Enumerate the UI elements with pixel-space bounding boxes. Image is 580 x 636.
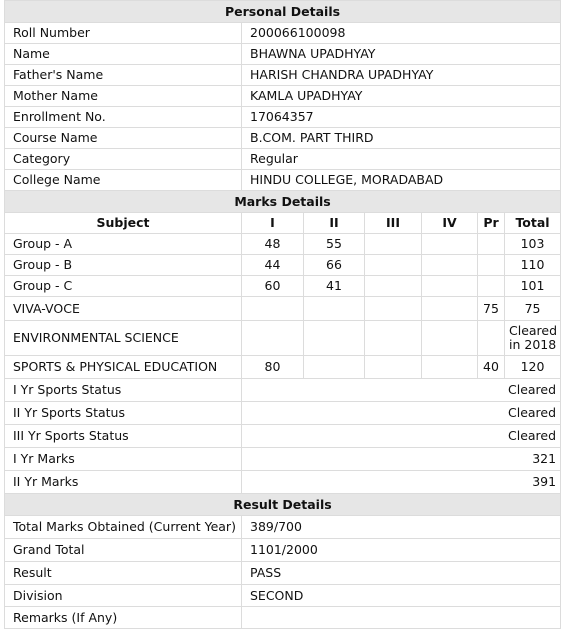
- enrollment-value: 17064357: [242, 107, 561, 128]
- result-row-division: [5, 585, 561, 607]
- table-row: [5, 356, 561, 379]
- status-row: [5, 379, 561, 402]
- ii-yr-sports-value: Cleared: [242, 402, 561, 425]
- subject-cell: Group - A: [5, 234, 242, 255]
- result-row-remarks: [5, 607, 561, 629]
- mark-iv-cell: [422, 356, 478, 379]
- remarks-label: Remarks (If Any): [5, 607, 242, 629]
- mark-i-cell: [242, 321, 304, 356]
- mark-total-cell: 103: [505, 234, 561, 255]
- result-label: Result: [5, 562, 242, 585]
- mark-pr-cell: [478, 276, 505, 297]
- marks-details-heading: Marks Details: [5, 191, 561, 213]
- college-label: College Name: [5, 170, 242, 191]
- subject-cell: ENVIRONMENTAL SCIENCE: [5, 321, 242, 356]
- mark-pr-cell: [478, 321, 505, 356]
- col-i: I: [242, 213, 304, 234]
- total-marks-value: 389/700: [242, 516, 561, 539]
- mother-name-value: KAMLA UPADHYAY: [242, 86, 561, 107]
- subject-cell: SPORTS & PHYSICAL EDUCATION: [5, 356, 242, 379]
- mark-iii-cell: [365, 255, 422, 276]
- col-total: Total: [505, 213, 561, 234]
- status-row: [5, 448, 561, 471]
- table-row: [5, 276, 561, 297]
- ii-yr-sports-label: II Yr Sports Status: [5, 402, 242, 425]
- mark-total-cell: [505, 321, 561, 356]
- result-details-heading: Result Details: [5, 494, 561, 516]
- mark-iii-cell: [365, 234, 422, 255]
- result-value: PASS: [242, 562, 561, 585]
- mark-total-cell: 75: [505, 297, 561, 321]
- col-iv: IV: [422, 213, 478, 234]
- ii-yr-marks-value: 391: [242, 471, 561, 494]
- result-row-grand-total: [5, 539, 561, 562]
- subject-cell: VIVA-VOCE: [5, 297, 242, 321]
- mark-pr-cell: [478, 234, 505, 255]
- result-row-result: [5, 562, 561, 585]
- mark-iv-cell: [422, 234, 478, 255]
- result-card: [4, 0, 564, 629]
- course-label: Course Name: [5, 128, 242, 149]
- total-marks-label: Total Marks Obtained (Current Year): [5, 516, 242, 539]
- course-value: B.COM. PART THIRD: [242, 128, 561, 149]
- division-label: Division: [5, 585, 242, 607]
- table-row: [5, 297, 561, 321]
- division-value: SECOND: [242, 585, 561, 607]
- mark-ii-cell: [304, 356, 365, 379]
- mark-iv-cell: [422, 321, 478, 356]
- col-subject: Subject: [5, 213, 242, 234]
- college-value: HINDU COLLEGE, MORADABAD: [242, 170, 561, 191]
- personal-row-name: [5, 44, 561, 65]
- mark-i-cell: 60: [242, 276, 304, 297]
- grand-total-label: Grand Total: [5, 539, 242, 562]
- total-line-2: in 2018: [509, 337, 557, 352]
- total-line-1: Cleared: [509, 323, 558, 338]
- i-yr-sports-value: Cleared: [242, 379, 561, 402]
- mark-ii-cell: 41: [304, 276, 365, 297]
- i-yr-marks-label: I Yr Marks: [5, 448, 242, 471]
- marksheet-table: [4, 0, 561, 629]
- personal-row-roll-number: [5, 23, 561, 44]
- mark-iv-cell: [422, 297, 478, 321]
- mark-total-cell: 101: [505, 276, 561, 297]
- father-name-value: HARISH CHANDRA UPADHYAY: [242, 65, 561, 86]
- marks-header-row: [5, 213, 561, 234]
- mark-iv-cell: [422, 276, 478, 297]
- mark-ii-cell: 66: [304, 255, 365, 276]
- mark-i-cell: 44: [242, 255, 304, 276]
- mark-i-cell: [242, 297, 304, 321]
- i-yr-marks-value: 321: [242, 448, 561, 471]
- mark-iii-cell: [365, 297, 422, 321]
- mark-pr-cell: [478, 255, 505, 276]
- mark-i-cell: 48: [242, 234, 304, 255]
- remarks-value: [242, 607, 561, 629]
- mark-iv-cell: [422, 255, 478, 276]
- table-row: [5, 321, 561, 356]
- category-value: Regular: [242, 149, 561, 170]
- i-yr-sports-label: I Yr Sports Status: [5, 379, 242, 402]
- mark-pr-cell: 75: [478, 297, 505, 321]
- personal-row-enrollment: [5, 107, 561, 128]
- col-pr: Pr: [478, 213, 505, 234]
- mark-i-cell: 80: [242, 356, 304, 379]
- table-row: [5, 234, 561, 255]
- iii-yr-sports-value: Cleared: [242, 425, 561, 448]
- mark-iii-cell: [365, 276, 422, 297]
- personal-row-course: [5, 128, 561, 149]
- personal-row-college: [5, 170, 561, 191]
- personal-row-mother-name: [5, 86, 561, 107]
- mark-pr-cell: 40: [478, 356, 505, 379]
- roll-number-value: 200066100098: [242, 23, 561, 44]
- result-row-total: [5, 516, 561, 539]
- enrollment-label: Enrollment No.: [5, 107, 242, 128]
- col-ii: II: [304, 213, 365, 234]
- grand-total-value: 1101/2000: [242, 539, 561, 562]
- category-label: Category: [5, 149, 242, 170]
- ii-yr-marks-label: II Yr Marks: [5, 471, 242, 494]
- col-iii: III: [365, 213, 422, 234]
- mother-name-label: Mother Name: [5, 86, 242, 107]
- name-label: Name: [5, 44, 242, 65]
- subject-cell: Group - B: [5, 255, 242, 276]
- status-row: [5, 471, 561, 494]
- mark-total-cell: 120: [505, 356, 561, 379]
- personal-row-category: [5, 149, 561, 170]
- iii-yr-sports-label: III Yr Sports Status: [5, 425, 242, 448]
- status-row: [5, 425, 561, 448]
- roll-number-label: Roll Number: [5, 23, 242, 44]
- personal-row-father-name: [5, 65, 561, 86]
- status-row: [5, 402, 561, 425]
- name-value: BHAWNA UPADHYAY: [242, 44, 561, 65]
- table-row: [5, 255, 561, 276]
- mark-total-cell: 110: [505, 255, 561, 276]
- mark-ii-cell: [304, 297, 365, 321]
- mark-ii-cell: 55: [304, 234, 365, 255]
- mark-ii-cell: [304, 321, 365, 356]
- mark-iii-cell: [365, 356, 422, 379]
- mark-iii-cell: [365, 321, 422, 356]
- father-name-label: Father's Name: [5, 65, 242, 86]
- personal-details-heading: Personal Details: [5, 1, 561, 23]
- subject-cell: Group - C: [5, 276, 242, 297]
